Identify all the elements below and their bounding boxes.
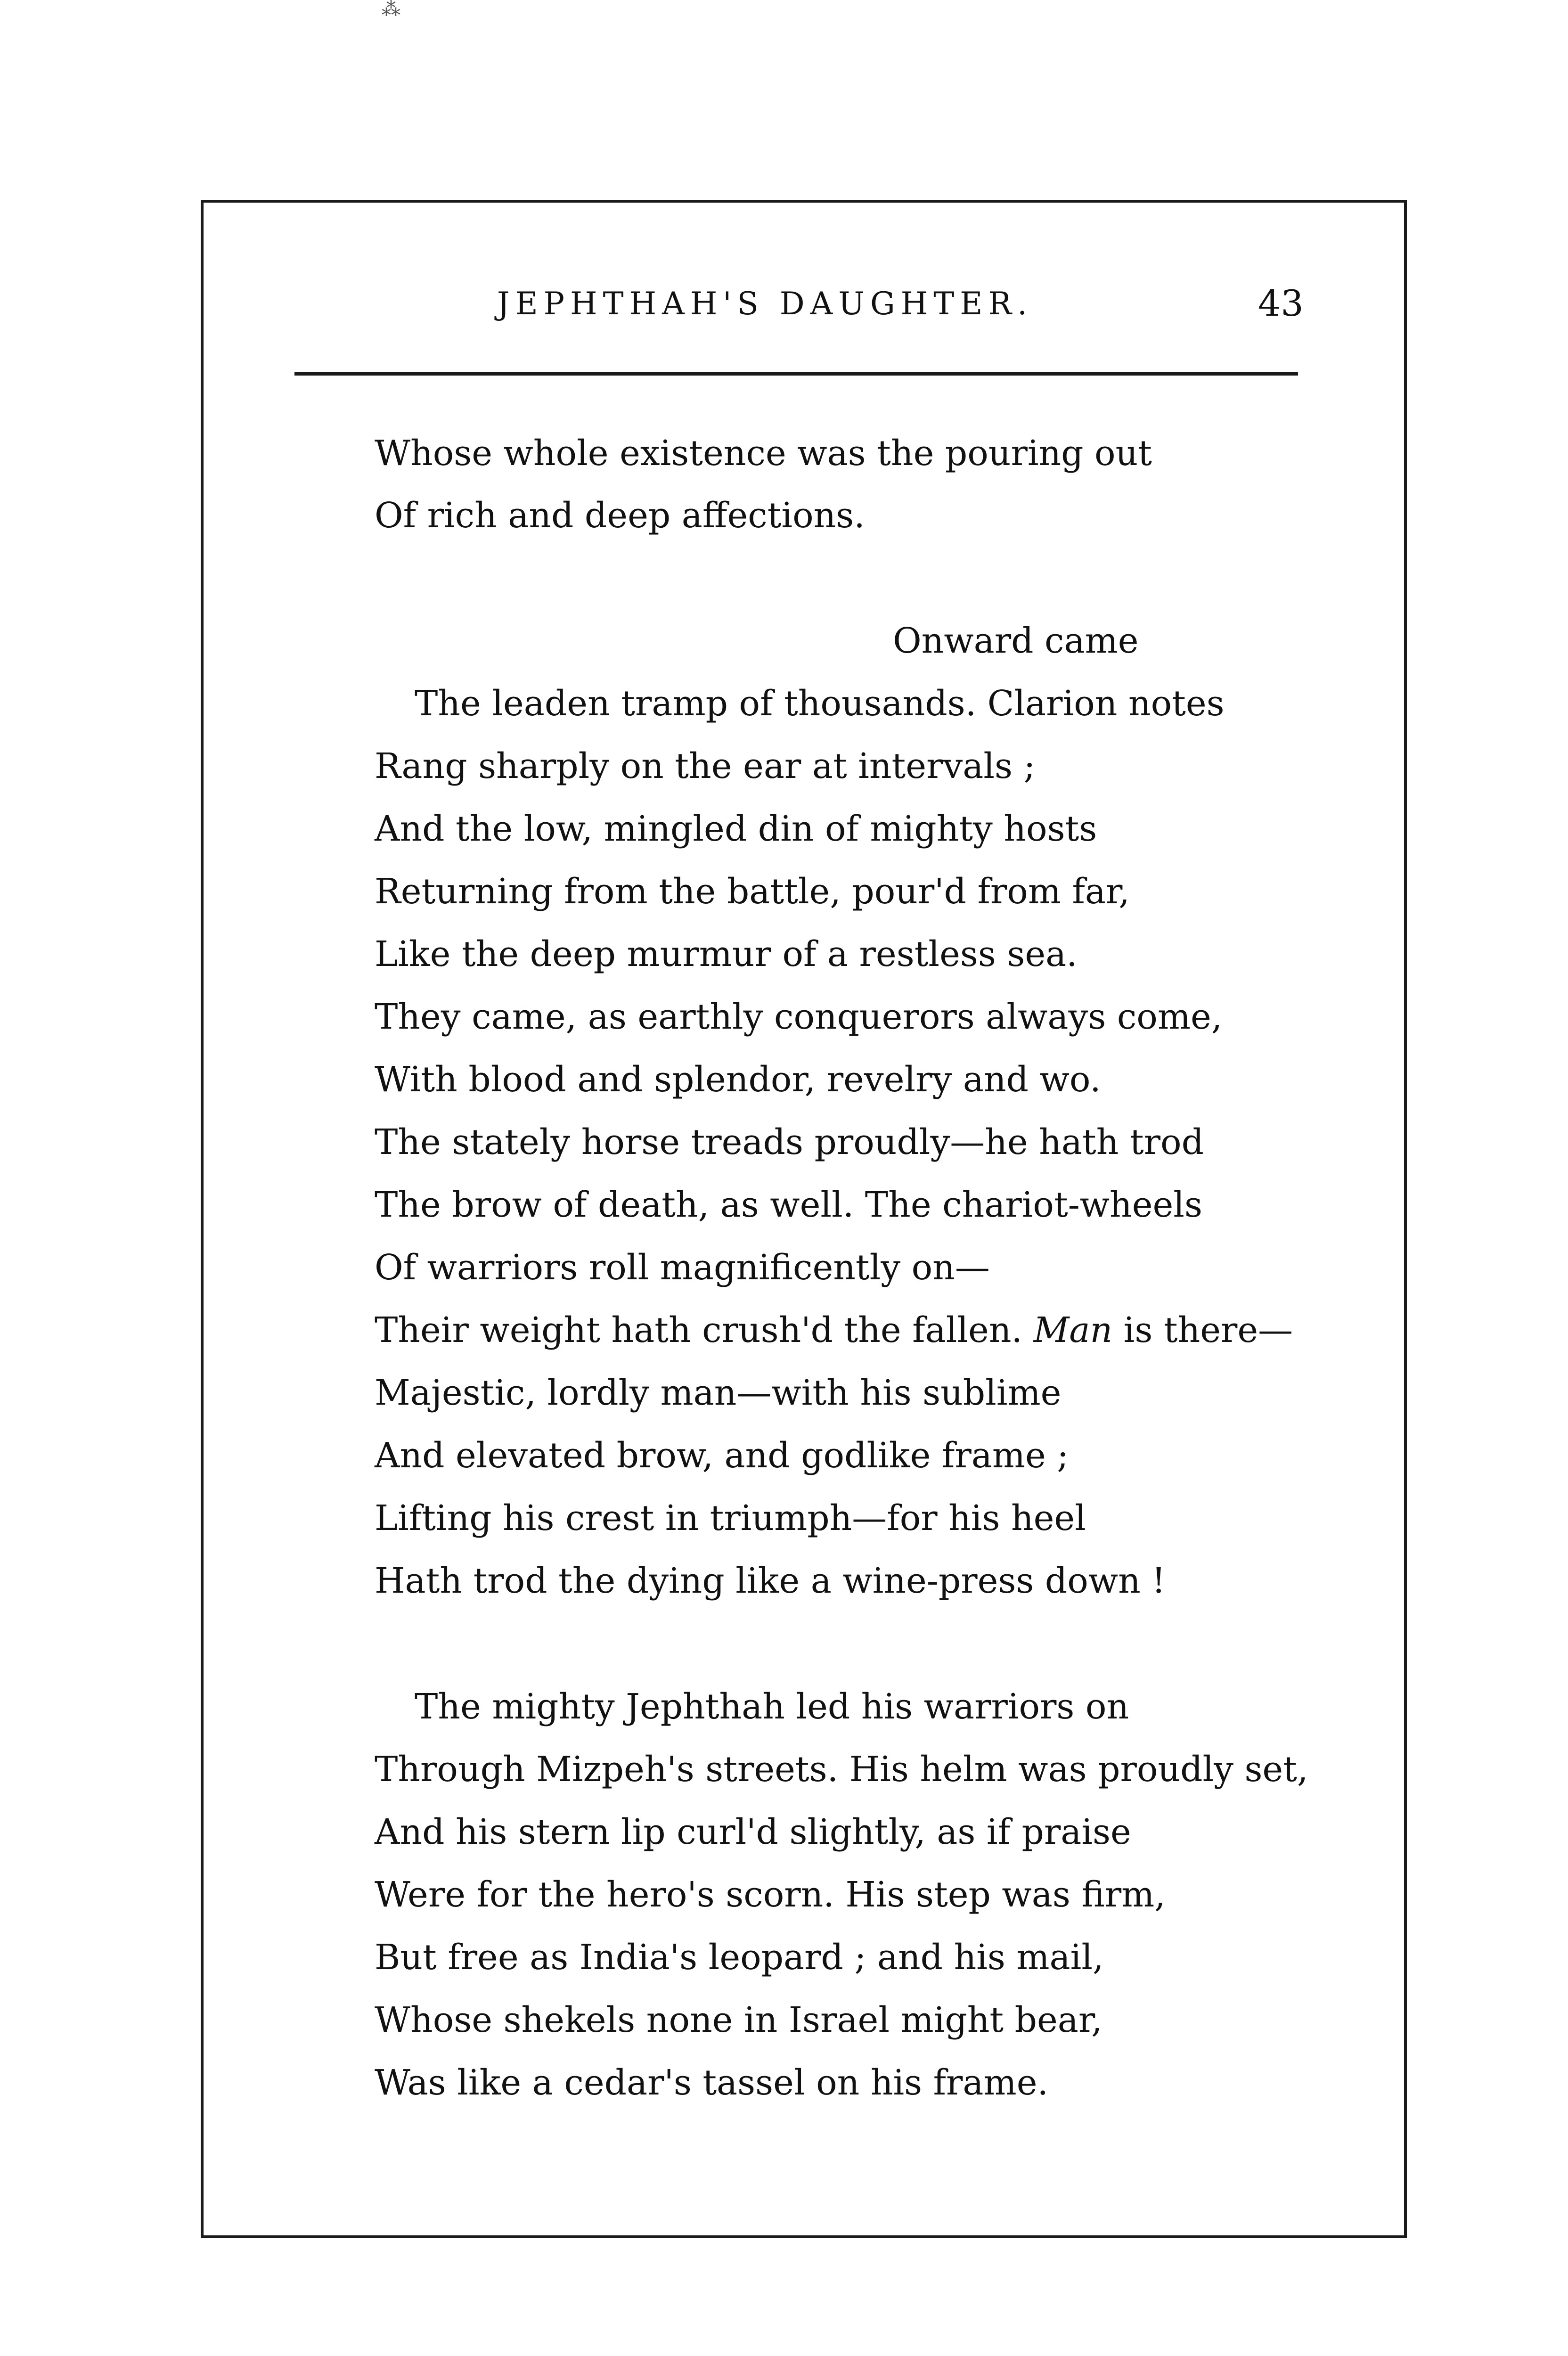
poem-line: Whose shekels none in Israel might bear, [375, 2000, 1102, 2040]
poem-line: Of warriors roll magnificently on— [375, 1247, 990, 1288]
poem-line: Rang sharply on the ear at intervals ; [375, 746, 1036, 786]
running-head-title: JEPHTHAH'S DAUGHTER. [497, 286, 1033, 322]
poem-line: Whose whole existence was the pouring out [375, 433, 1152, 474]
poem-line: But free as India's leopard ; and his mail, [375, 1937, 1104, 1978]
poem-line: Of rich and deep affections. [375, 495, 865, 536]
poem-line: Were for the hero's scorn. His step was firm, [375, 1874, 1166, 1915]
page-number: 43 [1258, 282, 1304, 324]
poem-line-text: is there— [1112, 1310, 1293, 1350]
top-ornament-icon: ⁂ [382, 0, 400, 20]
poem-line: Returning from the battle, pour'd from far, [375, 871, 1130, 912]
poem-line [375, 1307, 1293, 1354]
poem-line: Lifting his crest in triumph—for his heel [375, 1498, 1086, 1538]
header-rule [294, 372, 1298, 376]
poem-line: Was like a cedar's tassel on his frame. [375, 2062, 1049, 2103]
poem-line: The stately horse treads proudly—he hath trod [375, 1122, 1204, 1162]
poem-line: Hath trod the dying like a wine-press down ! [375, 1561, 1166, 1601]
poem-line: And his stern lip curl'd slightly, as if praise [375, 1812, 1131, 1852]
poem-line: They came, as earthly conquerors always come, [375, 997, 1223, 1037]
poem-line: The leaden tramp of thousands. Clarion notes [415, 683, 1225, 724]
poem-line: The mighty Jephthah led his warriors on [415, 1686, 1129, 1727]
poem-line: Through Mizpeh's streets. His helm was proudly set, [375, 1749, 1308, 1790]
poem-line-text: Their weight hath crush'd the fallen. [375, 1310, 1023, 1350]
poem-line: And elevated brow, and godlike frame ; [375, 1435, 1069, 1476]
poem-line: Onward came [893, 621, 1139, 661]
poem-line: With blood and splendor, revelry and wo. [375, 1059, 1101, 1100]
poem-line: The brow of death, as well. The chariot-wheels [375, 1185, 1202, 1225]
poem-line-emphasis: Man [1033, 1310, 1113, 1350]
poem-line: Majestic, lordly man—with his sublime [375, 1373, 1062, 1413]
poem-line: And the low, mingled din of mighty hosts [375, 809, 1097, 849]
poem-line: Like the deep murmur of a restless sea. [375, 934, 1078, 974]
